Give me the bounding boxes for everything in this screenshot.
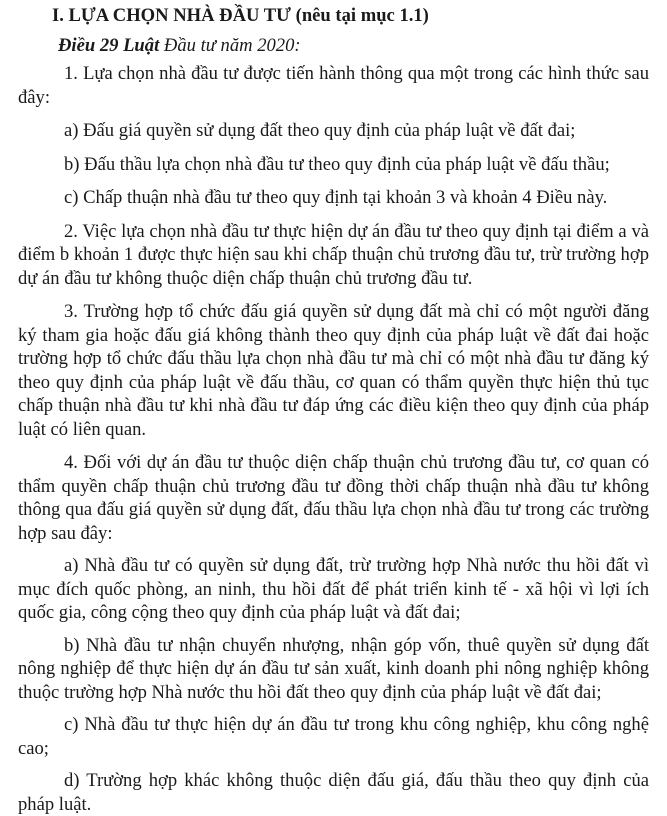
paragraph-clause-3: 3. Trường hợp tổ chức đấu giá quyền sử dụng đất mà chỉ có một người đăng ký tham gia hoặc đấu giá không thành theo quy định của pháp luật về đất đai hoặc trường hợp tổ chức đấu thầu lựa chọn nhà đầu tư mà chỉ có một nhà đầu tư đăng ký theo quy định của pháp luật về đấu thầu, cơ quan có thẩm quyền thực hiện thủ tục chấp thuận nhà đầu tư khi nhà đầu tư đáp ứng các điều kiện theo quy định của pháp luật có liên quan. (18, 301, 649, 440)
paragraph-clause-4d: d) Trường hợp khác không thuộc diện đấu giá, đấu thầu theo quy định của pháp luật. (18, 770, 649, 815)
paragraph-clause-1: 1. Lựa chọn nhà đầu tư được tiến hành thông qua một trong các hình thức sau đây: (18, 63, 649, 108)
paragraph-clause-4: 4. Đối với dự án đầu tư thuộc diện chấp thuận chủ trương đầu tư, cơ quan có thẩm quyền chấp thuận chủ trương đầu tư đồng thời chấp thuận nhà đầu tư không thông qua đấu giá quyền sử dụng đất, đấu thầu lựa chọn nhà đầu tư trong các trường hợp sau đây: (18, 452, 649, 544)
section-heading (18, 2, 649, 30)
paragraph-clause-4b: b) Nhà đầu tư nhận chuyển nhượng, nhận góp vốn, thuê quyền sử dụng đất nông nghiệp để thực hiện dự án đầu tư sản xuất, kinh doanh phi nông nghiệp không thuộc trường hợp Nhà nước thu hồi đất theo quy định của pháp luật về đất đai; (18, 634, 649, 703)
paragraph-clause-1a: a) Đấu giá quyền sử dụng đất theo quy định của pháp luật về đất đai; (64, 120, 576, 141)
article-reference (18, 32, 649, 60)
article-label: Điều 29 Luật (58, 35, 160, 56)
paragraph-clause-4a: a) Nhà đầu tư có quyền sử dụng đất, trừ trường hợp Nhà nước thu hồi đất vì mục đích quốc phòng, an ninh, thu hồi đất để phát triển kinh tế - xã hội vì lợi ích quốc gia, công cộng theo quy định của pháp luật và đất đai; (18, 555, 649, 623)
section-heading-title: I. LỰA CHỌN NHÀ ĐẦU TƯ (52, 5, 291, 26)
paragraph-clause-1c: c) Chấp thuận nhà đầu tư theo quy định tại khoản 3 và khoản 4 Điều này. (64, 187, 608, 208)
paragraph-clause-2: 2. Việc lựa chọn nhà đầu tư thực hiện dự án đầu tư theo quy định tại điểm a và điểm b khoản 1 được thực hiện sau khi chấp thuận chủ trương đầu tư, trừ trường hợp dự án đầu tư không thuộc diện chấp thuận chủ trương đầu tư. (18, 220, 649, 289)
section-heading-note: (nêu tại mục 1.1) (290, 5, 429, 26)
article-law-name: Đầu tư năm 2020: (159, 35, 301, 56)
paragraph-clause-1b: b) Đấu thầu lựa chọn nhà đầu tư theo quy định của pháp luật về đấu thầu; (64, 153, 610, 175)
paragraph-clause-4c: c) Nhà đầu tư thực hiện dự án đầu tư trong khu công nghiệp, khu công nghệ cao; (18, 714, 649, 759)
